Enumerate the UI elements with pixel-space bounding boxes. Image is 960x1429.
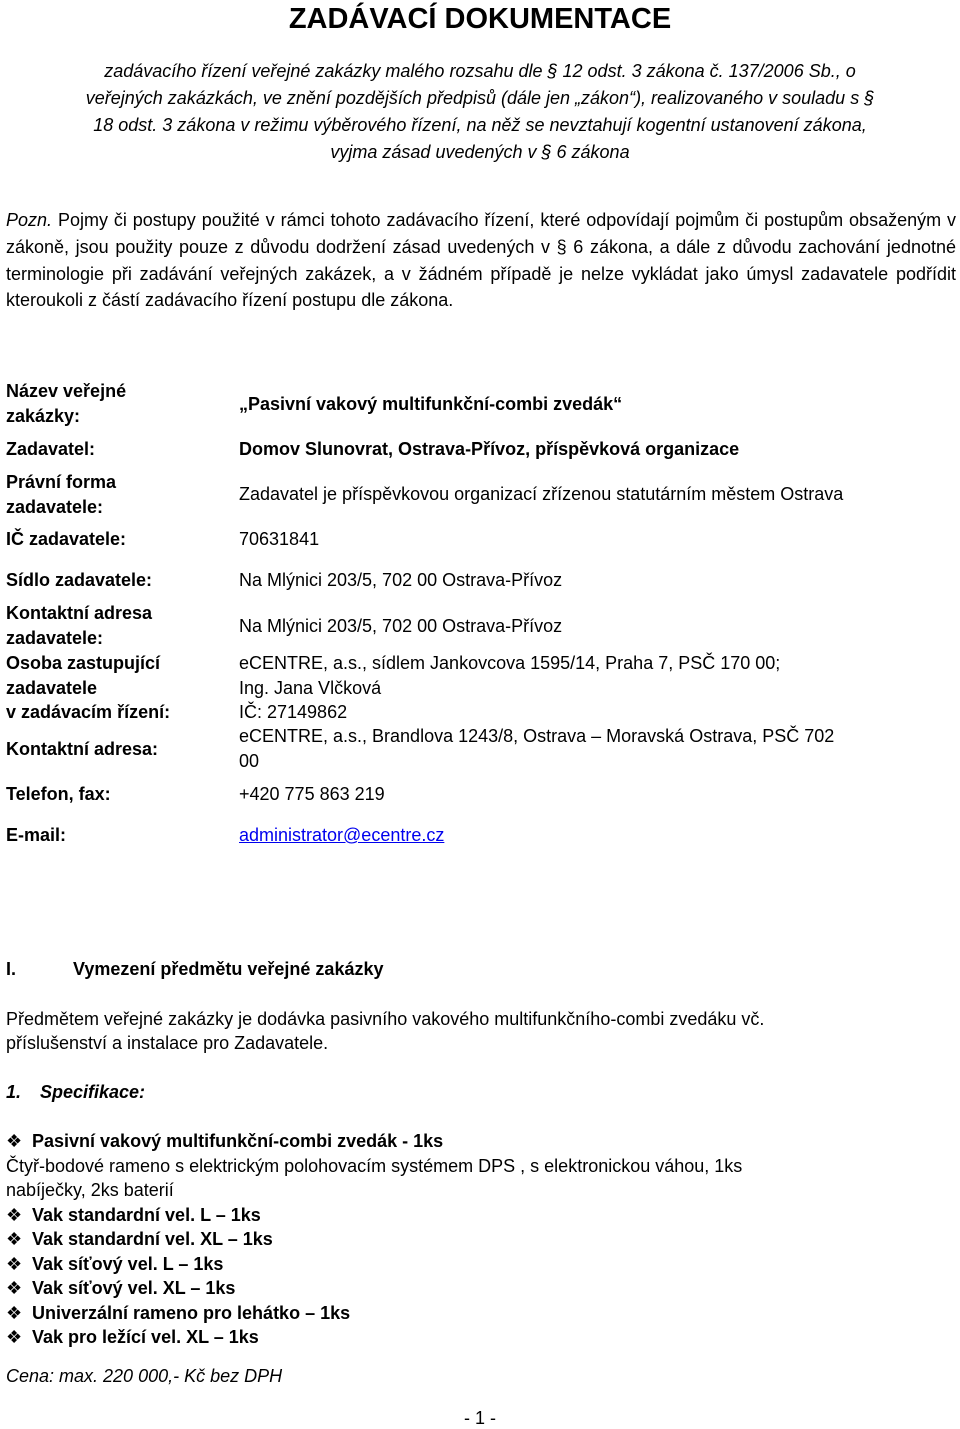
value-osoba-2: Ing. Jana Vlčková	[239, 678, 382, 698]
subtitle-line: zadávacího řízení veřejné zakázky malého rozsahu dle § 12 odst. 3 zákona č. 137/2006 Sb., o	[104, 61, 856, 81]
email-link[interactable]: administrator@ecentre.cz	[239, 825, 445, 845]
diamond-bullet-icon: ❖	[6, 1229, 23, 1249]
spec-description-line: Čtyř-bodové rameno s elektrickým polohovacím systémem DPS , s elektronickou váhou, 1ks	[6, 1156, 743, 1176]
spec-price: Cena: max. 220 000,- Kč bez DPH	[6, 1366, 283, 1386]
label-osoba-3: v zadávacím řízení:	[6, 702, 171, 722]
diamond-bullet-icon: ❖	[6, 1131, 23, 1151]
label-nazev-1: Název veřejné	[6, 381, 127, 401]
value-ic: 70631841	[239, 529, 320, 549]
value-pravni: Zadavatel je příspěvkovou organizací zřízenou statutárním městem Ostrava	[239, 484, 844, 504]
label-osoba-1: Osoba zastupující	[6, 653, 161, 673]
label-sidlo: Sídlo zadavatele:	[6, 570, 153, 590]
subtitle-line: vyjma zásad uvedených v § 6 zákona	[330, 142, 630, 162]
value-telefon: +420 775 863 219	[239, 784, 385, 804]
label-kontakt-1: Kontaktní adresa	[6, 603, 153, 623]
section-paragraph-line: Předmětem veřejné zakázky je dodávka pasivního vakového multifunkčního-combi zvedáku vč.	[6, 1009, 765, 1029]
spec-item: ❖ Vak síťový vel. XL – 1ks	[6, 1276, 235, 1301]
label-kontakt-2: zadavatele:	[6, 628, 104, 648]
diamond-bullet-icon: ❖	[6, 1278, 23, 1298]
spec-item: ❖ Vak standardní vel. L – 1ks	[6, 1203, 261, 1228]
spec-heading: Specifikace:	[40, 1082, 146, 1102]
label-zadavatel: Zadavatel:	[6, 439, 96, 459]
note-text: Pojmy či postupy použité v rámci tohoto zadávacího řízení, které odpovídají pojmům či postupům obsaženým v zákoně, jsou použity pouze z důvodu dodržení zásad uvedených v § 6 zákona, a dále z důvodu zachování jednotné terminologie při zadávání veřejných zakázek, a v žádném případě je nelze vykládat jako úmysl zadavatele podřídit kteroukoli z částí zadávacího řízení postupu dle zákona.	[6, 210, 956, 311]
diamond-bullet-icon: ❖	[6, 1303, 23, 1323]
document-subtitle	[0, 58, 960, 166]
spec-number: 1.	[6, 1082, 22, 1102]
spec-item: ❖ Vak pro ležící vel. XL – 1ks	[6, 1325, 259, 1350]
note-paragraph	[6, 207, 956, 314]
section-paragraph-line: příslušenství a instalace pro Zadavatele.	[6, 1033, 329, 1053]
value-kontakt: Na Mlýnici 203/5, 702 00 Ostrava-Přívoz	[239, 616, 563, 636]
spec-item: ❖ Vak síťový vel. L – 1ks	[6, 1252, 223, 1277]
label-email: E-mail:	[6, 825, 67, 845]
diamond-bullet-icon: ❖	[6, 1327, 23, 1347]
label-osoba-2: zadavatele	[6, 678, 98, 698]
label-pravni-2: zadavatele:	[6, 497, 104, 517]
label-pravni-1: Právní forma	[6, 472, 117, 492]
value-nazev: „Pasivní vakový multifunkční-combi zvedák“	[239, 394, 623, 414]
note-lead: Pozn.	[6, 210, 53, 230]
section-heading: Vymezení předmětu veřejné zakázky	[73, 959, 384, 979]
label-kontaktni-adresa: Kontaktní adresa:	[6, 739, 159, 759]
diamond-bullet-icon: ❖	[6, 1254, 23, 1274]
label-telefon: Telefon, fax:	[6, 784, 111, 804]
spec-description-line: nabíječky, 2ks baterií	[6, 1180, 174, 1200]
subtitle-line: 18 odst. 3 zákona v režimu výběrového řízení, na něž se nevztahují kogentní ustanovení zákona,	[93, 115, 867, 135]
label-nazev-2: zakázky:	[6, 406, 81, 426]
value-zadavatel: Domov Slunovrat, Ostrava-Přívoz, příspěvková organizace	[239, 439, 740, 459]
spec-item: ❖ Vak standardní vel. XL – 1ks	[6, 1227, 273, 1252]
subtitle-line: veřejných zakázkách, ve znění pozdějších předpisů (dále jen „zákon“), realizovaného v souladu s §	[85, 88, 875, 108]
label-ic: IČ zadavatele:	[6, 529, 127, 549]
spec-main-item: ❖ Pasivní vakový multifunkční-combi zvedák - 1ks	[6, 1129, 443, 1154]
section-number: I.	[6, 959, 17, 979]
page-number: - 1 -	[463, 1408, 496, 1428]
value-sidlo: Na Mlýnici 203/5, 702 00 Ostrava-Přívoz	[239, 570, 563, 590]
value-osoba-1: eCENTRE, a.s., sídlem Jankovcova 1595/14, Praha 7, PSČ 170 00;	[239, 653, 781, 673]
document-title: ZADÁVACÍ DOKUMENTACE	[288, 3, 672, 35]
value-kontaktni-adresa-1: eCENTRE, a.s., Brandlova 1243/8, Ostrava – Moravská Ostrava, PSČ 702	[239, 726, 835, 746]
spec-item: ❖ Univerzální rameno pro lehátko – 1ks	[6, 1301, 350, 1326]
diamond-bullet-icon: ❖	[6, 1205, 23, 1225]
value-kontaktni-adresa-2: 00	[239, 751, 260, 771]
value-osoba-3: IČ: 27149862	[239, 702, 348, 722]
